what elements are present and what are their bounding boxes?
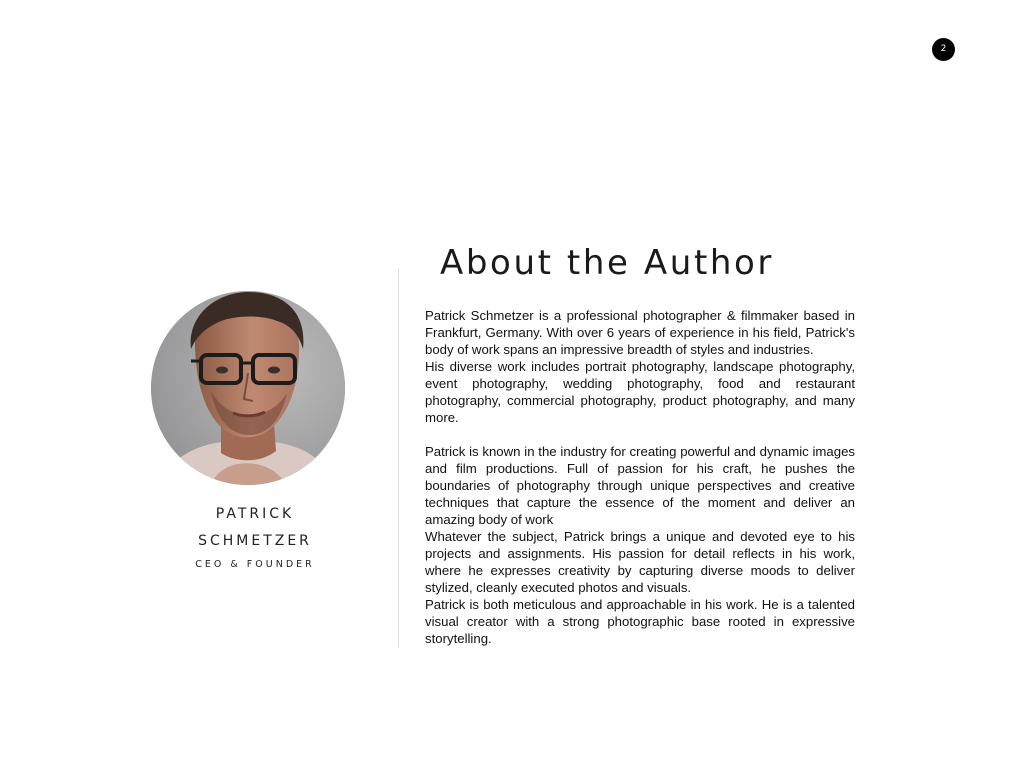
author-bio	[425, 307, 855, 647]
author-last-name: SCHMETZER	[198, 533, 312, 549]
author-portrait-photo	[151, 291, 345, 485]
bio-paragraph: Patrick is known in the industry for creating powerful and dynamic images and film productions. Full of passion for his craft, he pushes the boundaries of photography through unique perspectives and creative techniques that capture the essence of the moment and deliver an amazing body of work	[425, 444, 855, 527]
author-portrait	[151, 291, 345, 485]
author-role: CEO & FOUNDER	[195, 559, 315, 570]
bio-paragraph: Patrick is both meticulous and approachable in his work. He is a talented visual creator with a strong photographic base rooted in expressive storytelling.	[425, 597, 855, 646]
bio-paragraph: His diverse work includes portrait photography, landscape photography, event photography, wedding photography, food and restaurant photography, commercial photography, product photography, and many more.	[425, 359, 855, 425]
bio-paragraph: Patrick Schmetzer is a professional photographer & filmmaker based in Frankfurt, Germany. With over 6 years of experience in his field, Patrick's body of work spans an impressive breadth of styles and industries.	[425, 308, 855, 357]
page-number-badge: 2	[932, 38, 955, 61]
author-first-name: PATRICK	[215, 506, 295, 522]
page-title: About the Author	[440, 243, 775, 283]
vertical-divider	[398, 268, 399, 648]
bio-paragraph: Whatever the subject, Patrick brings a unique and devoted eye to his projects and assignments. His passion for detail reflects in his work, where he expresses creativity by capturing diverse moods to deliver stylized, cleanly executed photos and visuals.	[425, 529, 855, 595]
